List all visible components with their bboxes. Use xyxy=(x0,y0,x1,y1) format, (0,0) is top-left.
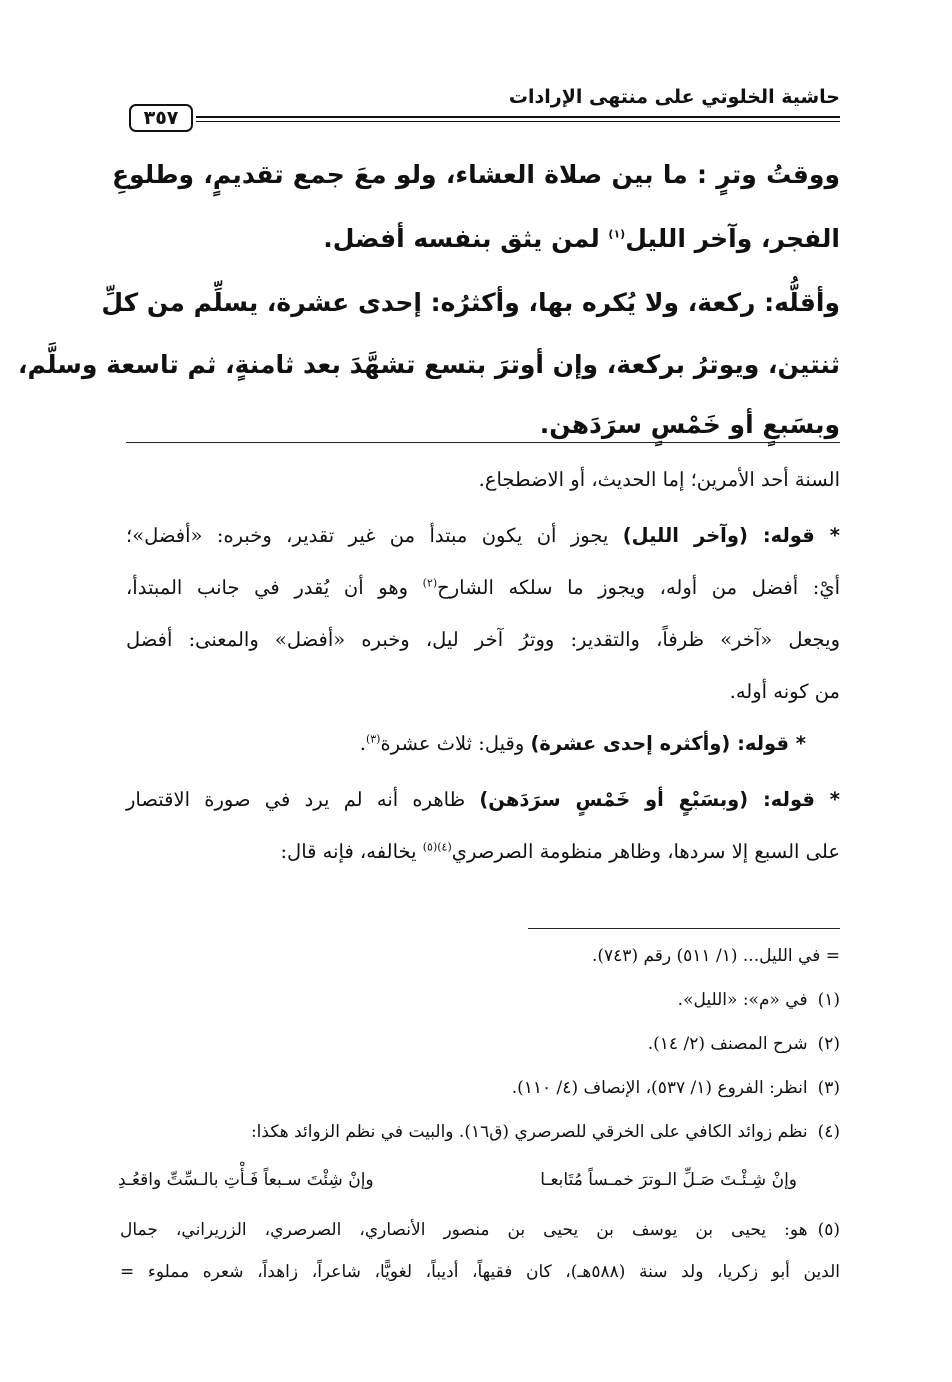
footnote-divider xyxy=(528,928,840,929)
commentary-line-8: على السبع إلا سردها، وظاهر منظومة الصرصري$^{(٤)(٥)}$ يخالفه، فإنه قال: xyxy=(280,840,840,863)
footnote-ref-4-5: (٤)(٥) xyxy=(422,840,452,854)
lemma-1: * قوله: (وآخر الليل) xyxy=(622,524,840,547)
main-text-line-5: وبسَبعٍ أو خَمْسٍ سرَدَهن. xyxy=(539,410,840,439)
footnote-1: (١)في «م»: «الليل». xyxy=(677,990,840,1010)
footnote-5: (٥)هو: يحيى بن يوسف بن يحيى بن منصور الأنصاري، الصرصري، الزريراني، جمال xyxy=(120,1220,840,1240)
footnote-2: (٢)شرح المصنف (٢/ ١٤). xyxy=(647,1034,840,1054)
running-title: حاشية الخلوتي على منتهى الإرادات xyxy=(508,86,840,108)
main-text-line-4: ثنتين، ويوترُ بركعة، وإن أوترَ بتسع تشهَّدَ بعد ثامنةٍ، ثم تاسعة وسلَّم، xyxy=(17,350,840,379)
main-text-line-1: ووقتُ وترٍ : ما بين صلاة العشاء، ولو معَ جمع تقديمٍ، وطلوعِ xyxy=(112,160,840,189)
section-divider xyxy=(126,442,840,443)
commentary-line-5: من كونه أوله. xyxy=(729,680,840,703)
verse-second-hemistich: وإنْ شِئْتَ سـبعاً فَـأْتِ بالـسِّتِّ واقعُـدِ xyxy=(118,1170,374,1190)
lemma-3: * قوله: (وبسَبْعٍ أو خَمْسٍ سرَدَهن) xyxy=(479,788,840,811)
footnote-ref-3: (٣) xyxy=(365,732,381,746)
footnote-4: (٤)نظم زوائد الكافي على الخرقي للصرصري (ق١٦). والبيت في نظم الزوائد هكذا: xyxy=(250,1122,840,1142)
footnote-3: (٣)انظر: الفروع (١/ ٥٣٧)، الإنصاف (٤/ ١١٠). xyxy=(511,1078,840,1098)
footnote-ref-2: (٢) xyxy=(422,576,438,590)
commentary-line-3: أيْ: أفضل من أوله، ويجوز ما سلكه الشارح$^{(٢)}$ وهو أن يُقدر في جانب المبتدأ، xyxy=(126,576,840,599)
lemma-2: * قوله: (وأكثره إحدى عشرة) xyxy=(530,732,806,755)
footnote-ref-1: (١) xyxy=(608,227,626,241)
commentary-line-7: * قوله: (وبسَبْعٍ أو خَمْسٍ سرَدَهن) ظاهره أنه لم يرد في صورة الاقتصار xyxy=(126,788,840,811)
commentary-line-6: * قوله: (وأكثره إحدى عشرة) وقيل: ثلاث عشرة$^{(٣)}$. xyxy=(359,732,806,755)
main-text-line-2: الفجر، وآخر الليل$^{(١)}$ لمن يثق بنفسه أفضل. xyxy=(323,224,840,253)
commentary-line-2: * قوله: (وآخر الليل) يجوز أن يكون مبتدأ من غير تقدير، وخبره: «أفضل»؛ xyxy=(126,524,840,547)
verse-first-hemistich: وإنْ شِـئْـتَ صَـلِّ الـوترَ خمـساً مُتَابعـا xyxy=(540,1170,797,1190)
commentary-line-4: ويجعل «آخر» ظرفاً، والتقدير: ووترُ آخر ليل، وخبره «أفضل» والمعنى: أفضل xyxy=(126,628,840,651)
footnote-continuation: = في الليل... (١/ ٥١١) رقم (٧٤٣). xyxy=(591,946,840,966)
header-rule xyxy=(196,116,840,122)
page-number: ٣٥٧ xyxy=(129,104,193,132)
main-text-line-3: وأقلُّه: ركعة، ولا يُكره بها، وأكثرُه: إحدى عشرة، يسلِّم من كلِّ xyxy=(101,288,840,317)
footnote-5-line-2: الدين أبو زكريا، ولد سنة (٥٨٨هـ)، كان فقيهاً، أديباً، لغويًّا، شاعراً، زاهداً، شعره مملوء = xyxy=(120,1262,840,1282)
commentary-line-1: السنة أحد الأمرين؛ إما الحديث، أو الاضطجاع. xyxy=(478,468,840,491)
